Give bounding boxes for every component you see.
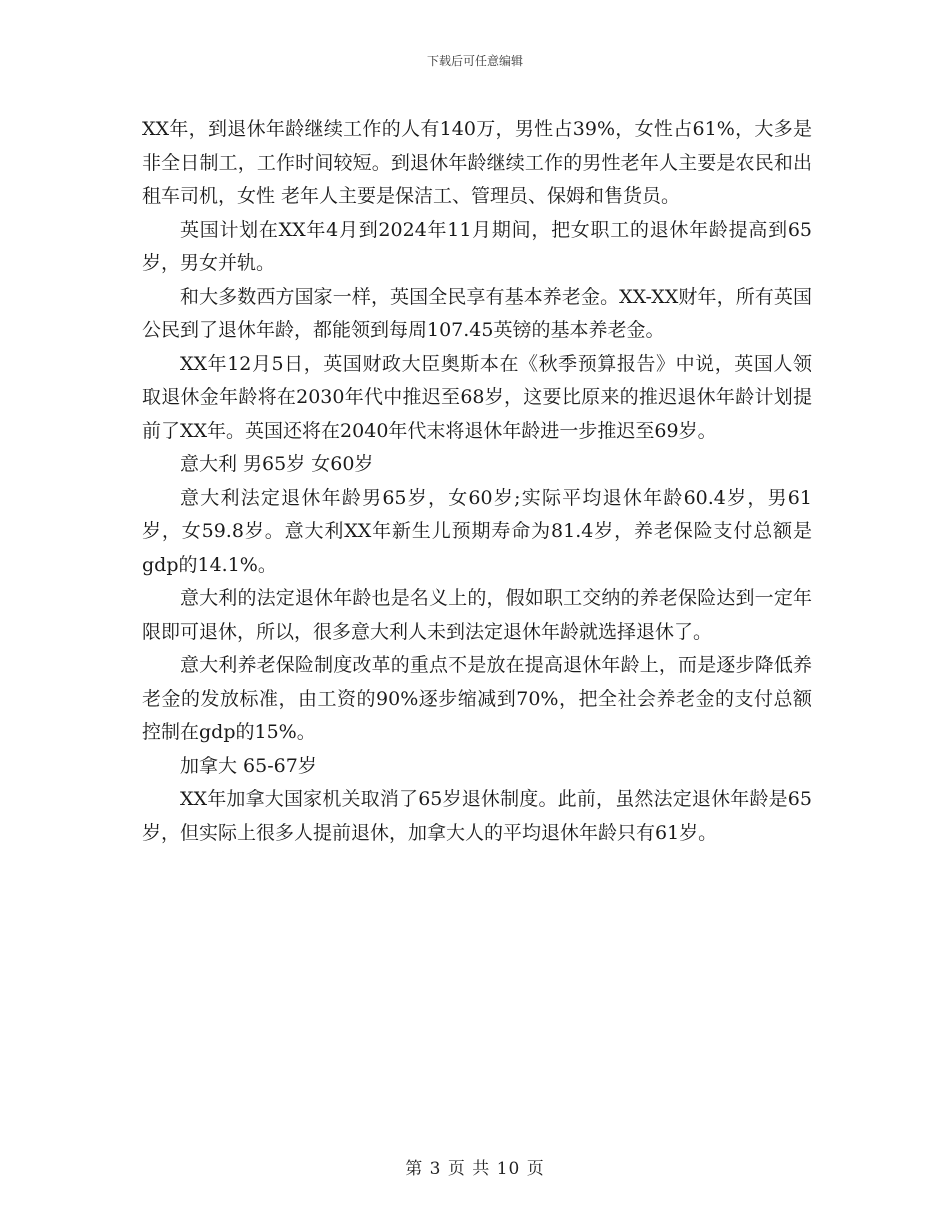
paragraph: 意大利法定退休年龄男65岁，女60岁;实际平均退休年龄60.4岁，男61岁，女59.8岁。意大利XX年新生儿预期寿命为81.4岁，养老保险支付总额是gdp的14.1%。 (142, 486, 812, 576)
paragraph: 意大利养老保险制度改革的重点不是放在提高退休年龄上，而是逐步降低养老金的发放标准，由工资的90%逐步缩减到70%，把全社会养老金的支付总额控制在gdp的15%。 (142, 654, 812, 743)
paragraph: XX年，到退休年龄继续工作的人有140万，男性占39%，女性占61%，大多是非全日制工，工作时间较短。到退休年龄继续工作的男性老年人主要是农民和出租车司机，女性 老年人主要是保洁工、管理员、保姆和售货员。 (142, 118, 812, 207)
section-heading-canada: 加拿大 65-67岁 (180, 754, 317, 777)
page-number: 第 3 页 共 10 页 (405, 1159, 545, 1179)
paragraph: XX年加拿大国家机关取消了65岁退休制度。此前，虽然法定退休年龄是65岁，但实际上很多人提前退休，加拿大人的平均退休年龄只有61岁。 (142, 788, 812, 844)
paragraph: XX年12月5日，英国财政大臣奥斯本在《秋季预算报告》中说，英国人领取退休金年龄将在2030年代中推迟至68岁，这要比原来的推迟退休年龄计划提前了XX年。英国还将在2040年代末将退休年龄进一步推迟至69岁。 (142, 352, 812, 442)
paragraph: 英国计划在XX年4月到2024年11月期间，把女职工的退休年龄提高到65岁，男女并轨。 (142, 218, 812, 274)
paragraph: 和大多数西方国家一样，英国全民享有基本养老金。XX-XX财年，所有英国公民到了退休年龄，都能领到每周107.45英镑的基本养老金。 (142, 285, 812, 341)
paragraph: 意大利的法定退休年龄也是名义上的，假如职工交纳的养老保险达到一定年限即可退休，所以，很多意大利人未到法定退休年龄就选择退休了。 (142, 587, 812, 643)
section-heading-italy: 意大利 男65岁 女60岁 (180, 453, 374, 475)
page-header: 下载后可任意编辑 (426, 54, 523, 68)
document-body (142, 113, 812, 850)
